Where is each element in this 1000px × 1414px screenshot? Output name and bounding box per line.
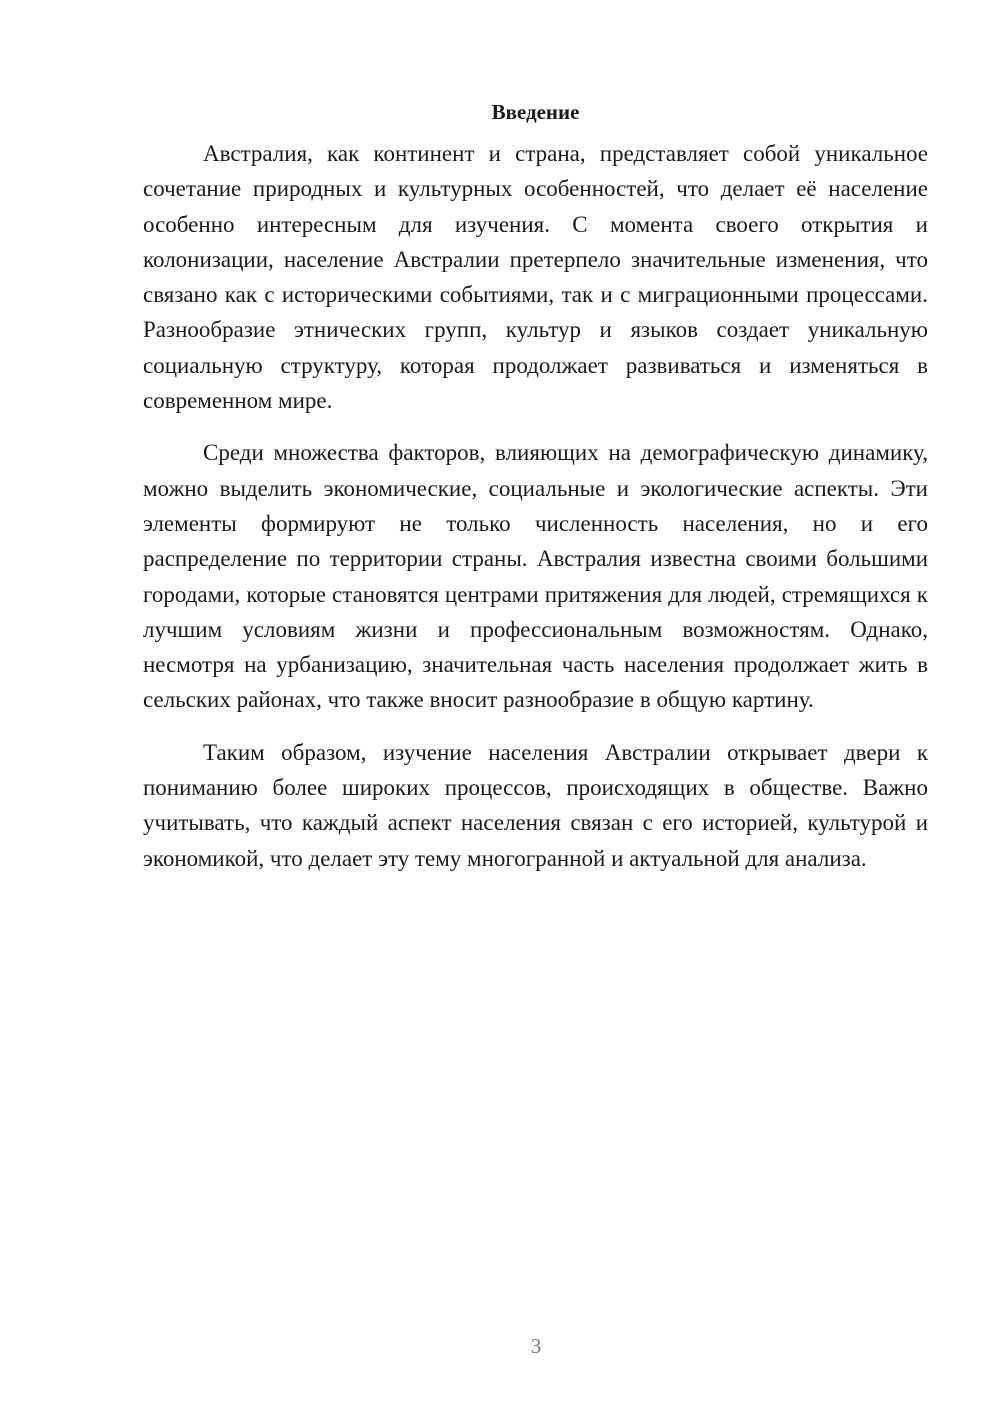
paragraph-3: Таким образом, изучение населения Австралии открывает двери к пониманию более широких процессов, происходящих в обществе. Важно учитывать, что каждый аспект населения связан с его историей, культурой и экономикой, что делает эту тему многогранной и актуальной для анализа. [143,739,928,871]
page-number: 3 [530,1334,542,1358]
paragraph-1: Австралия, как континент и страна, представляет собой уникальное сочетание природных и культурных особенностей, что делает её население особенно интересным для изучения. С момента своего открытия и колонизации, население Австралии претерпело значительные изменения, что связано как с историческими событиями, так и с миграционными процессами. Разнообразие этнических групп, культур и языков создает уникальную социальную структуру, которая продолжает развиваться и изменяться в современном мире. [143,141,928,414]
section-title: Введение [491,100,580,124]
page-content [143,92,928,893]
paragraph-2: Среди множества факторов, влияющих на демографическую динамику, можно выделить экономические, социальные и экологические аспекты. Эти элементы формируют не только численность населения, но и его распределение по территории страны. Австралия известна своими большими городами, которые становятся центрами притяжения для людей, стремящихся к лучшим условиям жизни и профессиональным возможностям. Однако, несмотря на урбанизацию, значительная часть населения продолжает жить в сельских районах, что также вносит разнообразие в общую картину. [143,440,928,713]
